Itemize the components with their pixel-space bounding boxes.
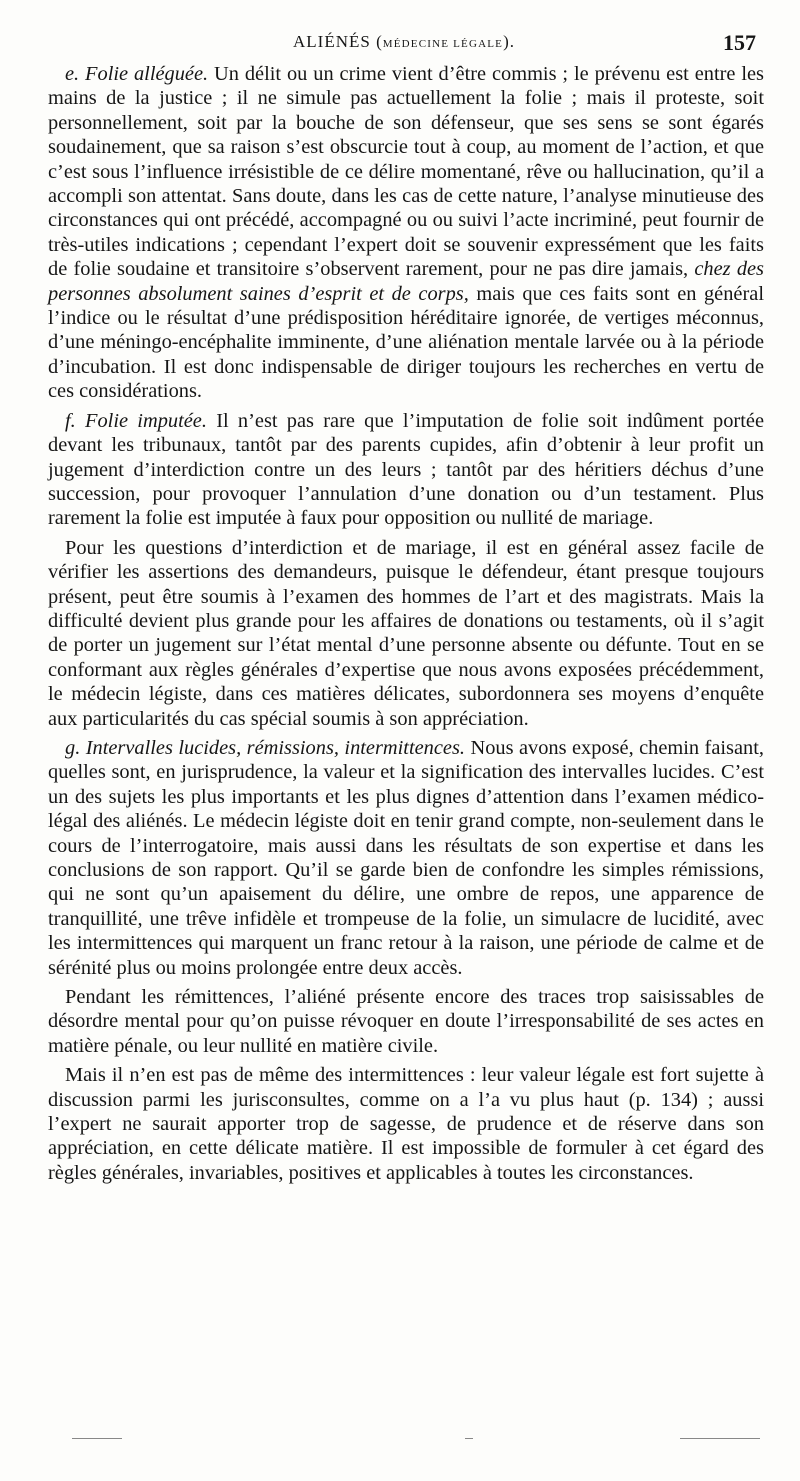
running-title-main: ALIÉNÉS ( (293, 32, 383, 51)
paragraph-intermittences: Mais il n’en est pas de même des intermittences : leur valeur légale est fort sujette à discussion parmi les jurisconsultes, comme on a l’a vu plus haut (p. 134) ; aussi l’expert ne saurait apporter trop de sagesse, de prudence et de réserve dans son appréciation, en cette délicate matière. Il est impossible de formuler à cet égard des règles générales, invariables, positives et applicables à toutes les circonstances. (48, 1064, 764, 1184)
print-mark (72, 1438, 122, 1439)
body-text (48, 62, 764, 1185)
paragraph-folie-imputee (48, 409, 764, 531)
paragraph-folie-alleguee (48, 62, 764, 404)
page-number: 157 (723, 30, 756, 55)
section-label: g. Intervalles lucides, rémissions, intermittences. (65, 736, 466, 759)
paragraph-interdiction-mariage: Pour les questions d’interdiction et de mariage, il est en général assez facile de vérifier les assertions des demandeurs, puisque le défendeur, étant presque toujours présent, peut être soumis à l’examen des hommes de l’art et des magistrats. Mais la difficulté devient plus grande pour les affaires de donations ou testaments, où il s’agit de porter un jugement sur l’état mental d’une personne absente ou défunte. Tout en se conformant aux règles générales d’expertise que nous avons exposées précédemment, le médecin légiste, dans ces matières délicates, subordonnera ses moyens d’enquête aux particularités du cas spécial soumis à son appréciation. (48, 536, 764, 730)
page-header (48, 22, 760, 56)
section-label: f. Folie imputée. (65, 409, 207, 432)
running-title-end: ). (503, 32, 515, 51)
running-title (48, 32, 760, 52)
paragraph-text: Il n’est pas rare que l’imputation de folie soit indûment portée devant les tribunaux, tantôt par des parents cupides, afin d’obtenir à leur profit un jugement d’interdiction contre un des leurs ; tantôt par des héritiers déchus d’une succession, pour provoquer l’annulation d’une donation ou d’un testament. Plus rarement la folie est imputée à faux pour opposition ou nullité de mariage. (48, 409, 764, 530)
print-mark (465, 1438, 473, 1439)
paragraph-intervalles-lucides (48, 736, 764, 980)
paragraph-text: Un délit ou un crime vient d’être commis ; le prévenu est entre les mains de la justice ; il ne simule pas actuellement la folie ; mais il proteste, soit personnellement, soit par la bouche de son défenseur, que ses sens se sont égarés soudainement, que sa raison s’est obscurcie tout à coup, au moment de l’action, et que c’est sous l’influence irrésistible de ce délire momentané, rêve ou hallucination, qu’il a accompli son attentat. Sans doute, dans les cas de cette nature, l’analyse minutieuse des circonstances qui ont précédé, accompagné ou ou suivi l’acte incriminé, peut fournir de très-utiles indications ; cependant l’expert doit se souvenir expressément que les faits de folie soudaine et transitoire s’observent rarement, pour ne pas dire jamais, (48, 63, 764, 281)
running-title-subtitle: MÉDECINE LÉGALE (382, 38, 504, 50)
paragraph-italic-text: chez des personnes absolument saines d’esprit et de corps, (48, 258, 764, 305)
section-label: e. Folie alléguée. (65, 63, 209, 85)
paragraph-text: Nous avons exposé, chemin faisant, quelles sont, en jurisprudence, la valeur et la signification des intervalles lucides. C’est un des sujets les plus importants et les plus dignes d’attention dans l’examen médico-légal des aliénés. Le médecin légiste doit en tenir grand compte, non-seulement dans le cours de l’interrogatoire, mais aussi dans les résultats de son expertise et dans les conclusions de son rapport. Qu’il se garde bien de confondre les simples rémissions, qui ne sont qu’un apaisement du délire, une ombre de repos, une apparence de tranquillité, une trêve infidèle et trompeuse de la folie, un simulacre de lucidité, avec les intermittences qui marquent un franc retour à la raison, une période de calme et de sérénité plus ou moins prolongée entre deux accès. (48, 736, 764, 979)
paragraph-remittences: Pendant les rémittences, l’aliéné présente encore des traces trop saisissables de désordre mental pour qu’on puisse révoquer en doute l’irresponsabilité de ses actes en matière pénale, ou leur nullité en matière civile. (48, 986, 764, 1057)
paragraph-text-continued: mais que ces faits sont en général l’indice ou le résultat d’une prédisposition héréditaire ignorée, de vertiges méconnus, d’une méningo-encéphalite imminente, d’une aliénation mentale larvée ou à la période d’incubation. Il est donc indispensable de diriger toujours les recherches en vertu de ces considérations. (48, 282, 764, 403)
footer-print-marks (60, 1438, 760, 1448)
print-mark (680, 1438, 760, 1439)
